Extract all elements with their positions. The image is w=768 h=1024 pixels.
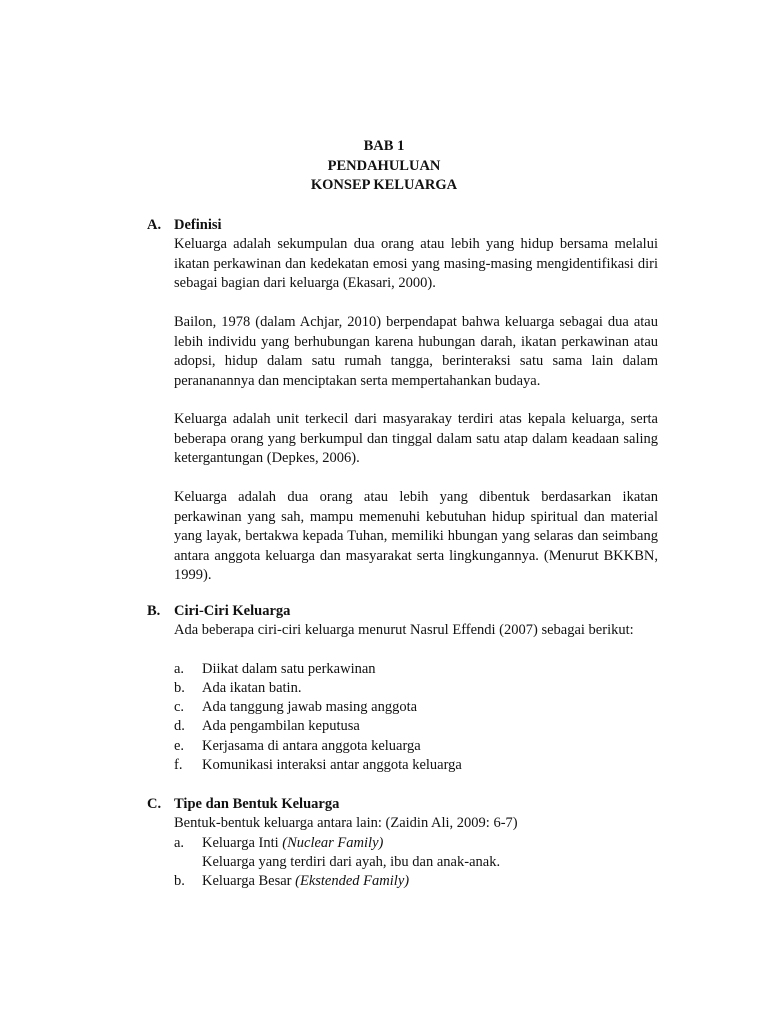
list-item: Kerjasama di antara anggota keluarga bbox=[202, 738, 421, 754]
section-a-letter: A. bbox=[147, 217, 162, 233]
list-item: Komunikasi interaksi antar anggota keluarga bbox=[202, 757, 462, 773]
section-a-paragraph-4: Keluarga adalah dua orang atau lebih yang dibentuk berdasarkan ikatan perkawinan yang sah, mampu memenuhi kebutuhan hidup spiritual dan material yang layak, bertakwa kepada Tuhan, memiliki hbungan yang selaras dan seimbang antara anggota keluarga dan masyarakat serta lingkungannya. (Menurut BKKBN, 1999). bbox=[174, 489, 658, 583]
list-item: Ada pengambilan keputusa bbox=[202, 718, 360, 734]
list-item: Ada ikatan batin. bbox=[202, 680, 302, 696]
section-a-paragraph-3: Keluarga adalah unit terkecil dari masyarakay terdiri atas kepala keluarga, serta beberapa orang yang berkumpul dan tinggal dalam satu atap dalam keadaan saling ketergantungan (Depkes, 2006). bbox=[174, 411, 658, 466]
list-item-letter: a. bbox=[174, 661, 185, 677]
section-b-intro: Ada beberapa ciri-ciri keluarga menurut Nasrul Effendi (2007) sebagai berikut: bbox=[174, 622, 634, 638]
list-item: Diikat dalam satu perkawinan bbox=[202, 661, 376, 677]
section-a-paragraph-2: Bailon, 1978 (dalam Achjar, 2010) berpendapat bahwa keluarga sebagai dua atau lebih individu yang berhubungan karena hubungan darah, ikatan perkawinan atau adopsi, hidup dalam satu rumah tangga, berinteraksi satu sama lain dalam perananannya dan menciptakan serta mempertahankan budaya. bbox=[174, 314, 658, 389]
section-b-heading: Ciri-Ciri Keluarga bbox=[174, 603, 291, 619]
list-item: Ada tanggung jawab masing anggota bbox=[202, 699, 418, 715]
section-c-intro: Bentuk-bentuk keluarga antara lain: (Zaidin Ali, 2009: 6-7) bbox=[174, 815, 518, 831]
chapter-titles bbox=[0, 137, 768, 196]
family-type-term: (Nuclear Family) bbox=[282, 835, 384, 851]
section-c-letter: C. bbox=[147, 796, 162, 812]
section-b-letter: B. bbox=[147, 603, 161, 619]
section-a-paragraph-1: Keluarga adalah sekumpulan dua orang atau lebih yang hidup bersama melalui ikatan perkawinan dan kedekatan emosi yang masing-masing mengidentifikasi diri sebagai bagian dari keluarga (Ekasari, 2000). bbox=[174, 236, 658, 291]
section-c-heading: Tipe dan Bentuk Keluarga bbox=[174, 796, 340, 812]
list-item-letter: e. bbox=[174, 738, 185, 754]
family-type-label: Keluarga Inti bbox=[202, 835, 279, 851]
chapter-number: BAB 1 bbox=[363, 138, 405, 154]
family-type-label: Keluarga Besar bbox=[202, 873, 292, 889]
list-item-letter: b. bbox=[174, 680, 185, 696]
chapter-subtitle: PENDAHULUAN bbox=[327, 157, 441, 174]
family-type-description: Keluarga yang terdiri dari ayah, ibu dan anak-anak. bbox=[202, 854, 501, 870]
family-type-term: (Ekstended Family) bbox=[295, 873, 410, 889]
list-item-letter: c. bbox=[174, 699, 185, 715]
list-item bbox=[202, 872, 409, 892]
list-item bbox=[202, 834, 383, 854]
list-item-letter: d. bbox=[174, 718, 185, 734]
list-item-letter: b. bbox=[174, 873, 185, 889]
list-item-letter: a. bbox=[174, 835, 185, 851]
chapter-title: KONSEP KELUARGA bbox=[310, 177, 458, 193]
section-a-heading: Definisi bbox=[174, 217, 222, 233]
list-item-letter: f. bbox=[174, 757, 183, 773]
